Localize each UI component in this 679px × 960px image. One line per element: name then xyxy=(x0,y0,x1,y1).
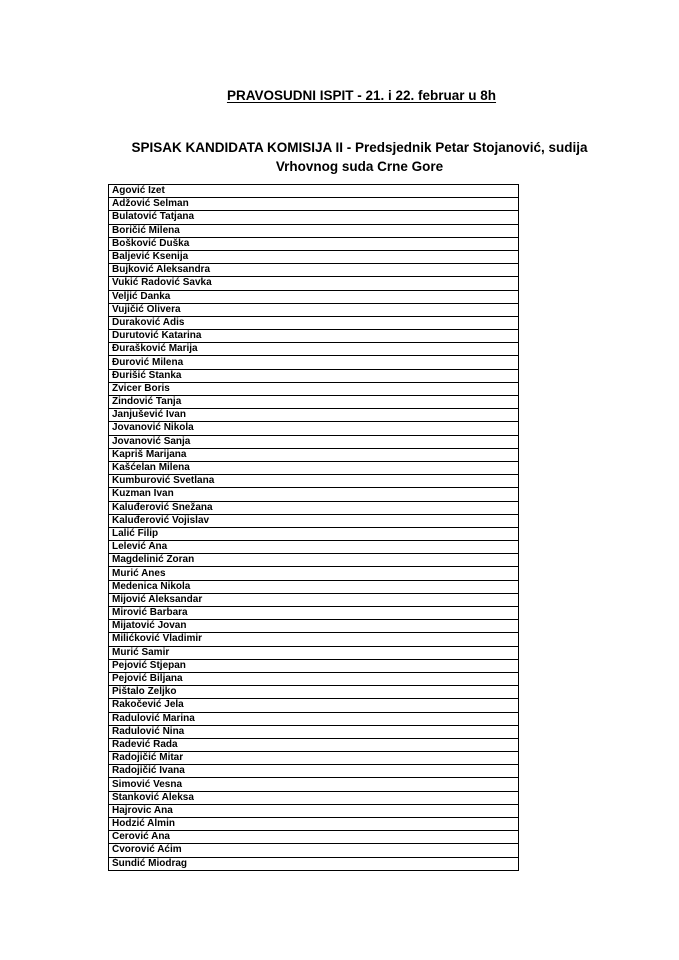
candidate-name: Kaluđerović Snežana xyxy=(109,501,519,514)
candidate-name: Simović Vesna xyxy=(109,778,519,791)
candidate-name: Adžović Selman xyxy=(109,198,519,211)
candidate-name: Lelević Ana xyxy=(109,541,519,554)
table-row xyxy=(109,185,519,198)
table-row xyxy=(109,659,519,672)
candidate-name: Đurašković Marija xyxy=(109,343,519,356)
table-row xyxy=(109,264,519,277)
list-title xyxy=(20,138,679,176)
candidate-name: Radojičić Ivana xyxy=(109,765,519,778)
candidate-name: Boričić Milena xyxy=(109,224,519,237)
table-row xyxy=(109,290,519,303)
table-row xyxy=(109,396,519,409)
candidate-name: Đurišić Stanka xyxy=(109,369,519,382)
table-row xyxy=(109,593,519,606)
table-row xyxy=(109,580,519,593)
candidate-name: Jovanović Sanja xyxy=(109,435,519,448)
table-row xyxy=(109,277,519,290)
candidate-name: Radević Rada xyxy=(109,738,519,751)
candidate-name: Mijatović Jovan xyxy=(109,620,519,633)
table-row xyxy=(109,672,519,685)
candidate-name: Lalić Filip xyxy=(109,527,519,540)
table-row xyxy=(109,699,519,712)
candidate-name: Čvorović Aćim xyxy=(109,844,519,857)
table-row xyxy=(109,409,519,422)
table-row xyxy=(109,488,519,501)
candidate-name: Bošković Duška xyxy=(109,237,519,250)
table-row xyxy=(109,422,519,435)
candidate-name: Stanković Aleksa xyxy=(109,791,519,804)
candidate-name: Kapriš Marijana xyxy=(109,448,519,461)
candidate-list xyxy=(109,185,519,871)
list-title-line1: SPISAK KANDIDATA KOMISIJA II - Predsjednik Petar Stojanović, sudija xyxy=(131,140,588,155)
candidate-name: Vukić Radović Savka xyxy=(109,277,519,290)
candidate-name: Rakočević Jela xyxy=(109,699,519,712)
candidate-name: Jovanović Nikola xyxy=(109,422,519,435)
candidate-name: Magdelinić Zoran xyxy=(109,554,519,567)
table-row xyxy=(109,857,519,870)
candidate-name: Bujković Aleksandra xyxy=(109,264,519,277)
candidate-name: Đurović Milena xyxy=(109,356,519,369)
table-row xyxy=(109,343,519,356)
candidate-name: Kuzman Ivan xyxy=(109,488,519,501)
table-row xyxy=(109,712,519,725)
table-row xyxy=(109,818,519,831)
candidate-name: Agović Izet xyxy=(109,185,519,198)
candidate-name: Janjušević Ivan xyxy=(109,409,519,422)
candidate-name: Radulović Marina xyxy=(109,712,519,725)
table-row xyxy=(109,738,519,751)
table-row xyxy=(109,752,519,765)
candidate-name: Šundić Miodrag xyxy=(109,857,519,870)
table-row xyxy=(109,607,519,620)
candidate-name: Kašćelan Milena xyxy=(109,461,519,474)
candidate-name: Kumburović Svetlana xyxy=(109,475,519,488)
table-row xyxy=(109,237,519,250)
candidate-name: Pištalo Zeljko xyxy=(109,686,519,699)
table-row xyxy=(109,646,519,659)
candidate-name: Murić Anes xyxy=(109,567,519,580)
candidate-name: Radulović Nina xyxy=(109,725,519,738)
candidate-name: Cerović Ana xyxy=(109,831,519,844)
table-row xyxy=(109,620,519,633)
table-row xyxy=(109,804,519,817)
candidate-name: Kaluđerović Vojislav xyxy=(109,514,519,527)
table-row xyxy=(109,356,519,369)
table-row xyxy=(109,501,519,514)
table-row xyxy=(109,791,519,804)
table-row xyxy=(109,475,519,488)
candidate-name: Baljević Ksenija xyxy=(109,250,519,263)
candidate-name: Murić Samir xyxy=(109,646,519,659)
table-row xyxy=(109,541,519,554)
candidate-name: Medenica Nikola xyxy=(109,580,519,593)
candidate-name: Durutović Katarina xyxy=(109,330,519,343)
table-row xyxy=(109,461,519,474)
table-row xyxy=(109,448,519,461)
candidate-name: Hajrovic Ana xyxy=(109,804,519,817)
table-row xyxy=(109,198,519,211)
table-row xyxy=(109,382,519,395)
candidate-name: Radojičić Mitar xyxy=(109,752,519,765)
table-row xyxy=(109,765,519,778)
table-row xyxy=(109,435,519,448)
table-row xyxy=(109,527,519,540)
candidate-name: Pejović Biljana xyxy=(109,672,519,685)
list-title-line2: Vrhovnog suda Crne Gore xyxy=(275,159,444,174)
table-row xyxy=(109,725,519,738)
table-row xyxy=(109,224,519,237)
table-row xyxy=(109,303,519,316)
exam-title: PRAVOSUDNI ISPIT - 21. i 22. februar u 8h xyxy=(226,88,497,103)
candidate-name: Zindović Tanja xyxy=(109,396,519,409)
table-row xyxy=(109,211,519,224)
candidate-name: Hodzić Almin xyxy=(109,818,519,831)
candidate-name: Veljić Danka xyxy=(109,290,519,303)
table-row xyxy=(109,330,519,343)
table-row xyxy=(109,316,519,329)
candidate-name: Duraković Adis xyxy=(109,316,519,329)
table-row xyxy=(109,778,519,791)
candidate-name: Vujičić Olivera xyxy=(109,303,519,316)
candidate-name: Pejović Stjepan xyxy=(109,659,519,672)
table-row xyxy=(109,554,519,567)
table-row xyxy=(109,369,519,382)
candidate-table xyxy=(108,184,519,871)
table-row xyxy=(109,567,519,580)
table-row xyxy=(109,831,519,844)
table-row xyxy=(109,844,519,857)
table-row xyxy=(109,633,519,646)
table-row xyxy=(109,250,519,263)
candidate-name: Mirović Barbara xyxy=(109,607,519,620)
candidate-name: Milićković Vladimir xyxy=(109,633,519,646)
candidate-name: Mijović Aleksandar xyxy=(109,593,519,606)
table-row xyxy=(109,514,519,527)
candidate-name: Zvicer Boris xyxy=(109,382,519,395)
candidate-name: Bulatović Tatjana xyxy=(109,211,519,224)
table-row xyxy=(109,686,519,699)
